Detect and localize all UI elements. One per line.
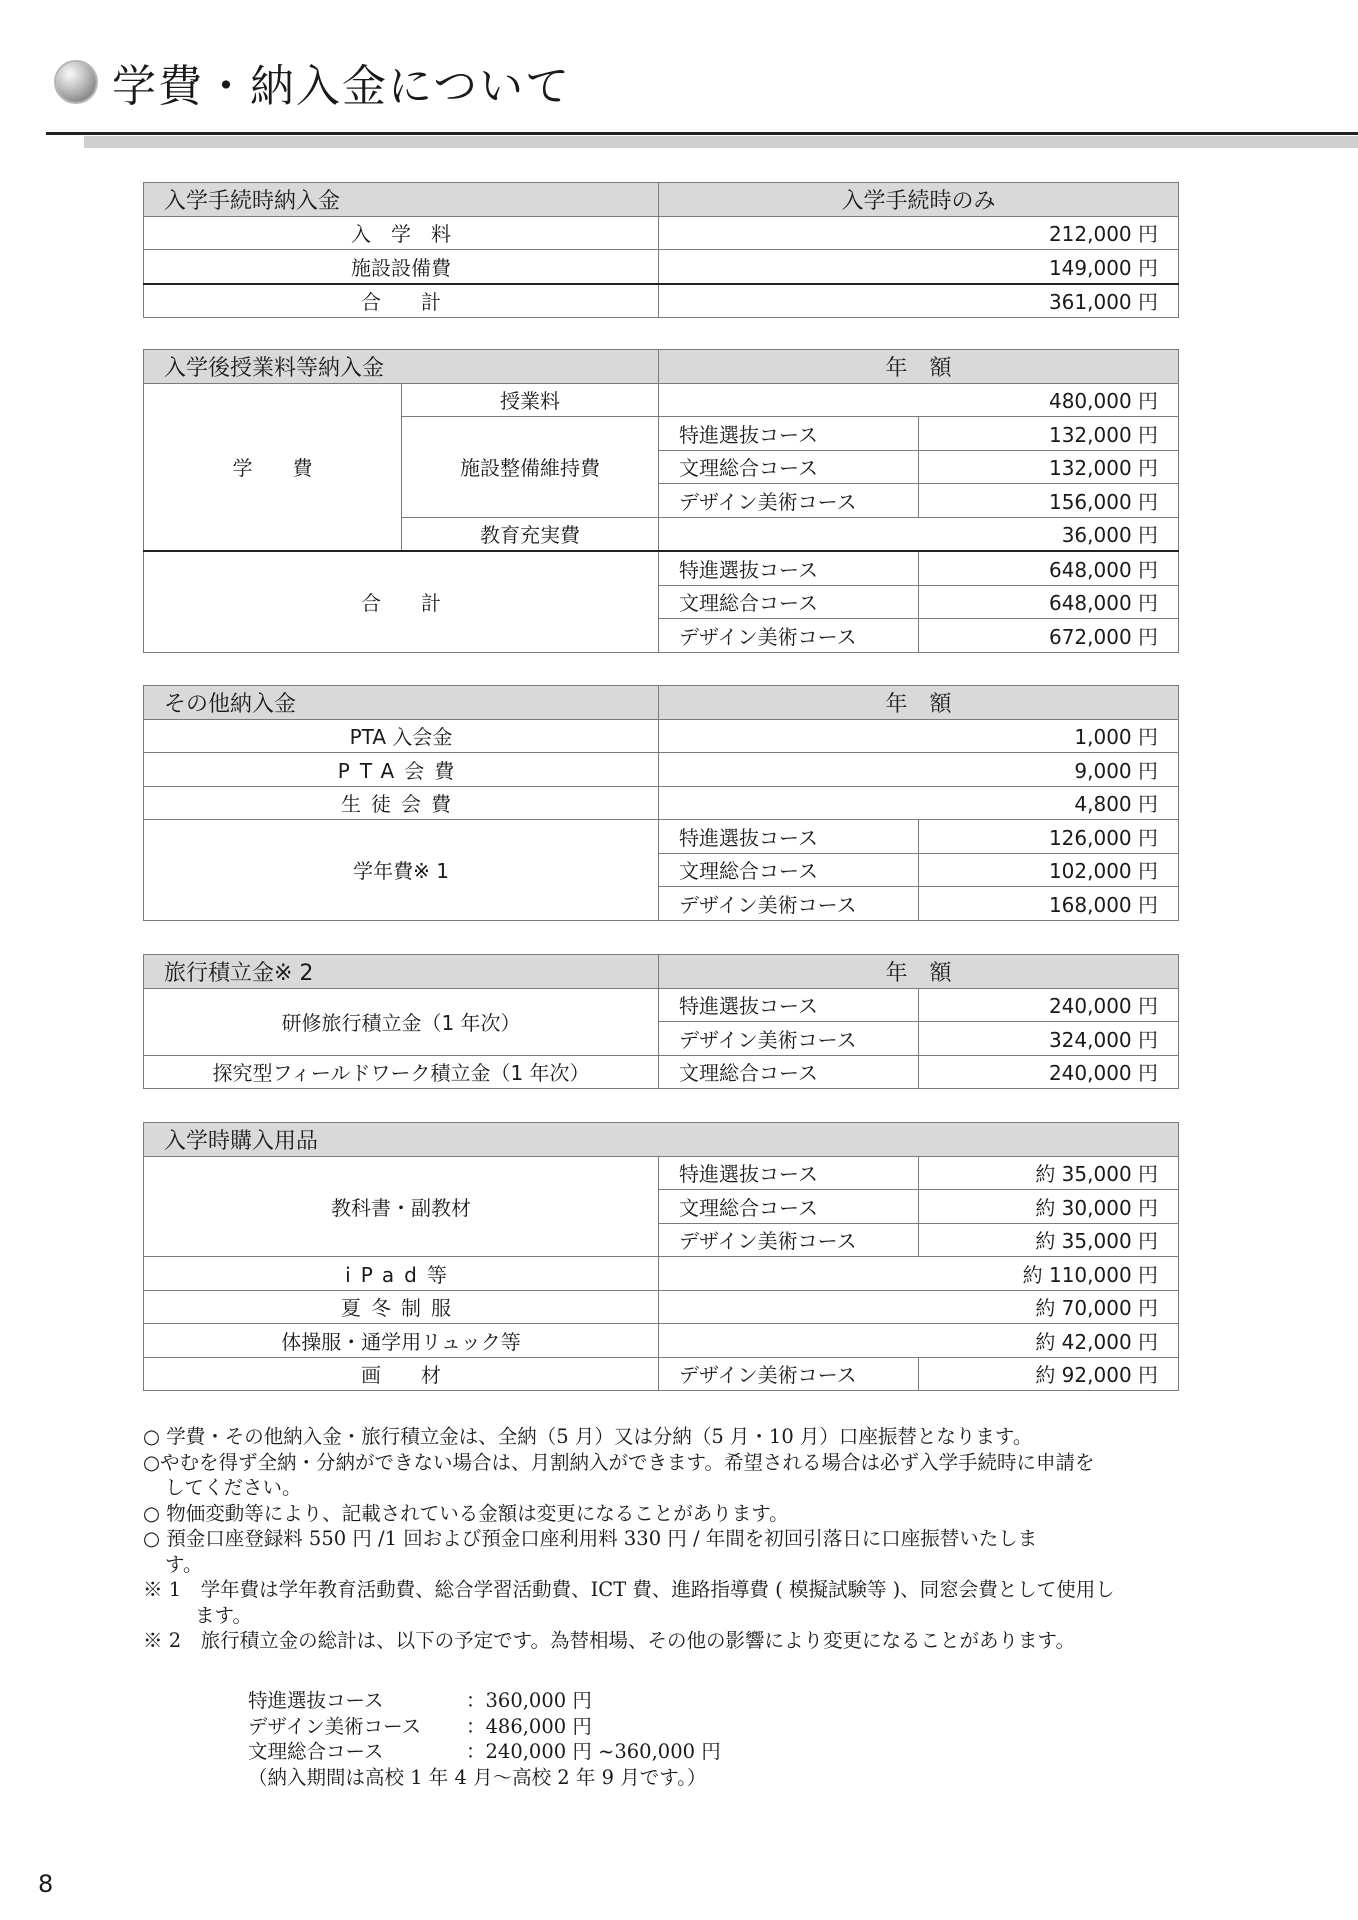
row-amount: 約 30,000 円 bbox=[919, 1190, 1179, 1224]
total-amount: 672,000 円 bbox=[919, 619, 1179, 653]
row-amount: 132,000 円 bbox=[919, 450, 1179, 484]
row-label: 画 材 bbox=[144, 1357, 659, 1391]
page-title: 学費・納入金について bbox=[112, 61, 572, 112]
row-label: 施設整備維持費 bbox=[402, 417, 659, 518]
table-header: 年 額 bbox=[659, 686, 1179, 720]
page-number: 8 bbox=[38, 1870, 54, 1898]
summary-course: 文理総合コース bbox=[248, 1740, 384, 1763]
row-label: 入 学 料 bbox=[144, 216, 659, 250]
row-amount: 168,000 円 bbox=[919, 887, 1179, 921]
course-name: 特進選抜コース bbox=[659, 417, 919, 451]
course-name: 特進選抜コース bbox=[659, 988, 919, 1022]
notes-section bbox=[143, 1424, 1193, 1654]
table-header: 入学後授業料等納入金 bbox=[144, 350, 659, 384]
row-label: 授業料 bbox=[402, 383, 659, 417]
row-amount: 4,800 円 bbox=[659, 786, 1179, 820]
row-amount: 1,000 円 bbox=[659, 719, 1179, 753]
row-amount: 156,000 円 bbox=[919, 484, 1179, 518]
group-label: 学 費 bbox=[144, 383, 402, 551]
table-header: 年 額 bbox=[659, 350, 1179, 384]
summary-row bbox=[248, 1739, 721, 1765]
summary-course: デザイン美術コース bbox=[248, 1714, 422, 1738]
row-label: 教科書・副教材 bbox=[144, 1156, 659, 1257]
note-text: ※ 2 旅行積立金の総計は、以下の予定です。為替相場、その他の影響により変更になることがあります。 bbox=[143, 1629, 1075, 1652]
summary-course: 特進選抜コース bbox=[248, 1689, 384, 1712]
page-header bbox=[56, 52, 571, 112]
total-label: 合 計 bbox=[144, 551, 659, 652]
enrollment-fee-table bbox=[143, 182, 1179, 318]
row-amount: 102,000 円 bbox=[919, 853, 1179, 887]
course-name: 文理総合コース bbox=[659, 853, 919, 887]
row-amount: 240,000 円 bbox=[919, 988, 1179, 1022]
table-header: 年 額 bbox=[659, 955, 1179, 989]
course-name: 文理総合コース bbox=[659, 450, 919, 484]
row-amount: 9,000 円 bbox=[659, 753, 1179, 787]
row-label: 生徒会費 bbox=[144, 786, 659, 820]
row-amount: 約 42,000 円 bbox=[659, 1324, 1179, 1358]
total-amount: 648,000 円 bbox=[919, 551, 1179, 585]
bullet-circle-icon bbox=[56, 62, 96, 102]
row-amount: 約 70,000 円 bbox=[659, 1290, 1179, 1324]
course-name: デザイン美術コース bbox=[659, 1223, 919, 1257]
row-amount: 36,000 円 bbox=[659, 517, 1179, 551]
note-text: ○ 学費・その他納入金・旅行積立金は、全納（5 月）又は分納（5 月・10 月）口座振替となります。 bbox=[143, 1425, 1033, 1448]
tuition-table bbox=[143, 349, 1179, 653]
table-header: 旅行積立金※ 2 bbox=[144, 955, 659, 989]
course-name: デザイン美術コース bbox=[659, 619, 919, 653]
note-text: ※ 1 学年費は学年教育活動費、総合学習活動費、ICT 費、進路指導費 ( 模擬試験等 )、同窓会費として使用し bbox=[143, 1578, 1115, 1601]
row-label: 夏冬制服 bbox=[144, 1290, 659, 1324]
course-name: 文理総合コース bbox=[659, 1190, 919, 1224]
course-name: 特進選抜コース bbox=[659, 1156, 919, 1190]
table-header: 入学手続時納入金 bbox=[144, 183, 659, 217]
table-header: 入学手続時のみ bbox=[659, 183, 1179, 217]
summary-row bbox=[248, 1714, 721, 1740]
row-label: 教育充実費 bbox=[402, 517, 659, 551]
row-amount: 132,000 円 bbox=[919, 417, 1179, 451]
table-header: 入学時購入用品 bbox=[144, 1123, 1179, 1157]
note-text: す。 bbox=[165, 1552, 203, 1576]
note-text: ○ 預金口座登録料 550 円 /1 回および預金口座利用料 330 円 / 年間を初回引落日に口座振替いたしま bbox=[143, 1527, 1038, 1550]
course-name: 特進選抜コース bbox=[659, 551, 919, 585]
row-amount: 324,000 円 bbox=[919, 1022, 1179, 1056]
row-label: 施設設備費 bbox=[144, 250, 659, 284]
table-header: その他納入金 bbox=[144, 686, 659, 720]
row-amount: 240,000 円 bbox=[919, 1055, 1179, 1089]
note-text: ○ 物価変動等により、記載されている金額は変更になることがあります。 bbox=[143, 1501, 789, 1525]
note-text: してください。 bbox=[165, 1476, 302, 1499]
summary-amount: ：360,000 円 bbox=[466, 1689, 592, 1712]
course-name: デザイン美術コース bbox=[659, 484, 919, 518]
row-label: 探究型フィールドワーク積立金（1 年次） bbox=[144, 1055, 659, 1089]
total-label: 合 計 bbox=[144, 284, 659, 318]
travel-summary bbox=[248, 1688, 721, 1790]
row-label: iPad等 bbox=[144, 1257, 659, 1291]
row-label: PTA 入会金 bbox=[144, 719, 659, 753]
total-amount: 361,000 円 bbox=[659, 284, 1179, 318]
row-label: 体操服・通学用リュック等 bbox=[144, 1324, 659, 1358]
row-amount: 212,000 円 bbox=[659, 216, 1179, 250]
row-amount: 約 92,000 円 bbox=[919, 1357, 1179, 1391]
row-amount: 126,000 円 bbox=[919, 820, 1179, 854]
row-amount: 149,000 円 bbox=[659, 250, 1179, 284]
note-text: ます。 bbox=[195, 1603, 252, 1627]
total-amount: 648,000 円 bbox=[919, 585, 1179, 619]
row-label: PTA会費 bbox=[144, 753, 659, 787]
row-amount: 約 35,000 円 bbox=[919, 1223, 1179, 1257]
row-amount: 約 35,000 円 bbox=[919, 1156, 1179, 1190]
course-name: 文理総合コース bbox=[659, 1055, 919, 1089]
summary-period: （納入期間は高校 1 年 4 月〜高校 2 年 9 月です。） bbox=[248, 1765, 707, 1789]
row-label: 学年費※ 1 bbox=[144, 820, 659, 921]
summary-amount: ：486,000 円 bbox=[466, 1714, 592, 1738]
other-fees-table bbox=[143, 685, 1179, 921]
header-rule bbox=[46, 132, 1358, 135]
header-shadow-bar bbox=[84, 136, 1358, 148]
course-name: デザイン美術コース bbox=[659, 1357, 919, 1391]
summary-amount: ：240,000 円 ~360,000 円 bbox=[466, 1740, 721, 1763]
purchase-items-table bbox=[143, 1122, 1179, 1391]
row-amount: 約 110,000 円 bbox=[659, 1257, 1179, 1291]
course-name: 文理総合コース bbox=[659, 585, 919, 619]
summary-row bbox=[248, 1688, 721, 1714]
course-name: 特進選抜コース bbox=[659, 820, 919, 854]
note-text: ○やむを得ず全納・分納ができない場合は、月割納入ができます。希望される場合は必ず入学手続時に申請を bbox=[143, 1450, 1095, 1474]
course-name: デザイン美術コース bbox=[659, 1022, 919, 1056]
row-label: 研修旅行積立金（1 年次） bbox=[144, 988, 659, 1055]
row-amount: 480,000 円 bbox=[659, 383, 1179, 417]
travel-fund-table bbox=[143, 954, 1179, 1089]
course-name: デザイン美術コース bbox=[659, 887, 919, 921]
